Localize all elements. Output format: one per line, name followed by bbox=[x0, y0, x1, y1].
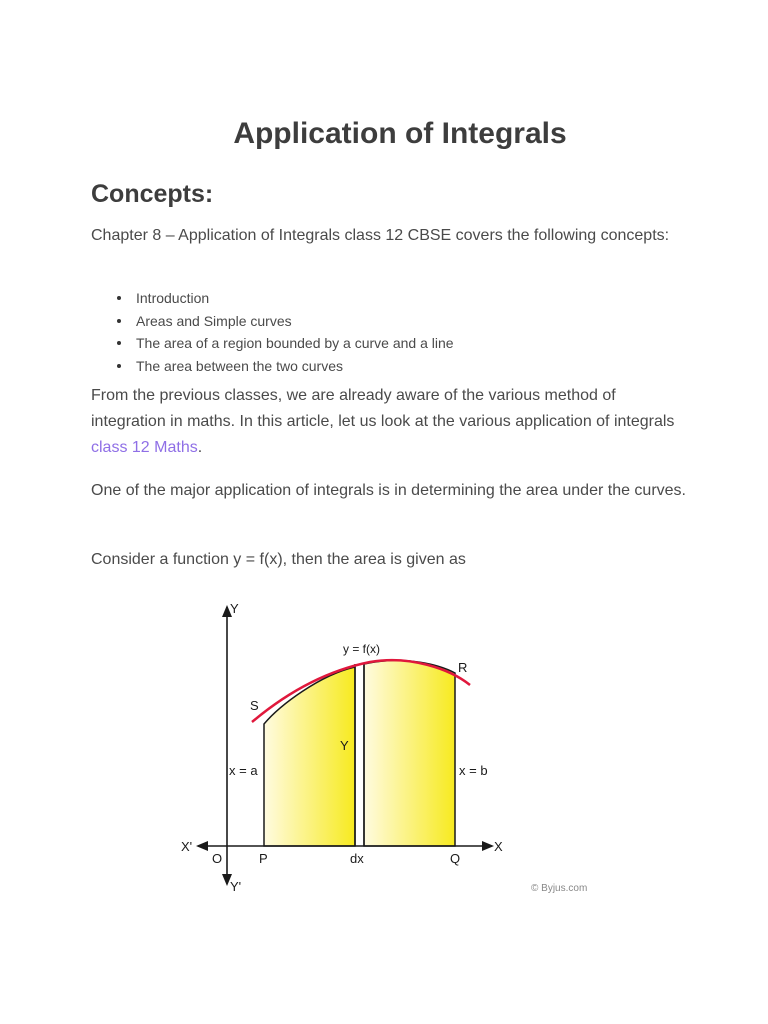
class-12-maths-link[interactable]: class 12 Maths bbox=[91, 439, 198, 456]
integration-paragraph bbox=[91, 383, 691, 461]
concepts-heading: Concepts: bbox=[91, 180, 214, 208]
list-item: The area between the two curves bbox=[117, 355, 454, 378]
list-item: Introduction bbox=[117, 287, 454, 310]
label-p: P bbox=[259, 851, 268, 866]
x-axis-arrow-left bbox=[196, 841, 208, 851]
label-y: Y bbox=[230, 601, 239, 616]
label-x: X bbox=[494, 839, 503, 854]
list-item: The area of a region bounded by a curve and a line bbox=[117, 332, 454, 355]
label-origin: O bbox=[212, 851, 223, 866]
right-region bbox=[364, 660, 455, 846]
label-x-prime: X' bbox=[181, 839, 193, 854]
label-x-eq-a: x = a bbox=[229, 763, 258, 778]
x-axis-arrow-right bbox=[482, 841, 494, 851]
page-title: Application of Integrals bbox=[233, 117, 567, 150]
credit-text: © Byjus.com bbox=[531, 883, 588, 894]
label-y-prime: Y' bbox=[230, 879, 242, 894]
paragraph-text: From the previous classes, we are already aware of the various method of integration in maths. In this article, let us look at the various application of integrals bbox=[91, 387, 675, 430]
intro-paragraph: Chapter 8 – Application of Integrals class 12 CBSE covers the following concepts: bbox=[91, 227, 670, 244]
label-q: Q bbox=[450, 851, 461, 866]
label-dx: dx bbox=[350, 851, 364, 866]
label-x-eq-b: x = b bbox=[459, 763, 488, 778]
label-r: R bbox=[458, 660, 468, 675]
label-s: S bbox=[250, 698, 259, 713]
concepts-list bbox=[117, 287, 454, 377]
paragraph-end: . bbox=[197, 439, 203, 456]
label-curve: y = f(x) bbox=[343, 642, 381, 656]
label-strip-y: Y bbox=[340, 738, 349, 753]
area-application-paragraph: One of the major application of integrals is in determining the area under the curves. bbox=[91, 482, 686, 499]
function-paragraph: Consider a function y = f(x), then the area is given as bbox=[91, 551, 466, 568]
left-region bbox=[264, 667, 355, 846]
area-under-curve-diagram bbox=[170, 595, 600, 900]
list-item: Areas and Simple curves bbox=[117, 310, 454, 333]
